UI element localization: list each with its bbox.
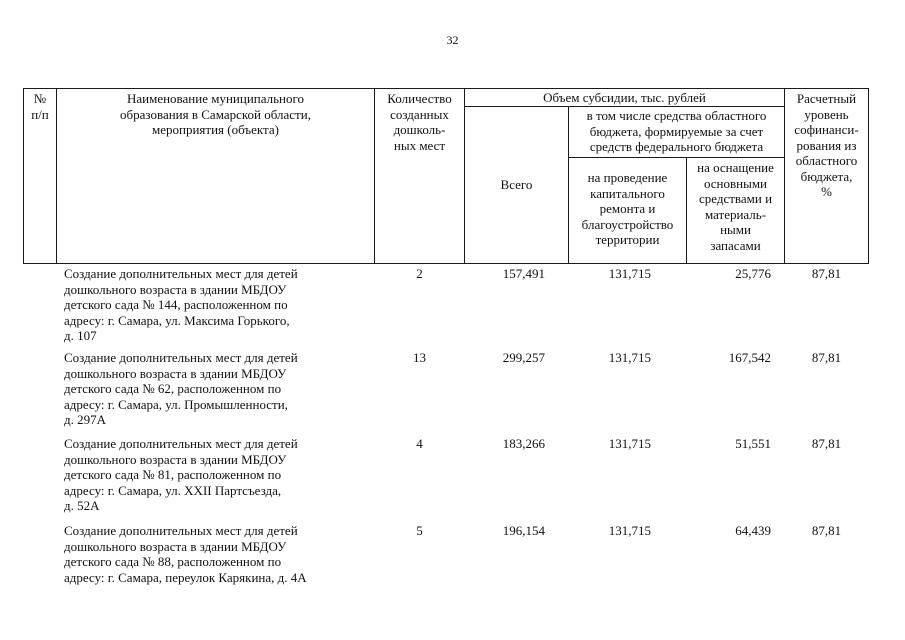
row-object-name: Создание дополнительных мест для детей дошкольного возраста в здании МБДОУ детского сада № 88, расположенном по адресу: г. Самара, переулок Карякина, д. 4А xyxy=(64,523,307,585)
row-repair: 131,715 xyxy=(608,523,651,538)
header-equipment: на оснащение основными средствами и материаль- ными запасами xyxy=(697,160,774,253)
row-places: 2 xyxy=(416,266,423,281)
row-rate: 87,81 xyxy=(811,523,842,538)
federal-group-divider xyxy=(568,157,784,158)
row-rate: 87,81 xyxy=(811,350,842,365)
col-divider-places xyxy=(464,88,465,264)
header-total: Всего xyxy=(500,177,533,192)
header-bottom-border xyxy=(23,263,869,264)
subsidy-group-divider xyxy=(464,106,784,107)
row-rate: 87,81 xyxy=(811,266,842,281)
header-places: Количество созданных дошколь- ных мест xyxy=(387,91,452,153)
row-total: 183,266 xyxy=(502,436,545,451)
header-subsidy-group: Объем субсидии, тыс. рублей xyxy=(543,90,706,105)
row-rate: 87,81 xyxy=(811,436,842,451)
header-repair: на проведение капитального ремонта и благоустройство территории xyxy=(581,170,674,247)
row-repair: 131,715 xyxy=(608,436,651,451)
row-equipment: 64,439 xyxy=(735,523,771,538)
row-equipment: 51,551 xyxy=(735,436,771,451)
row-places: 13 xyxy=(413,350,426,365)
row-object-name: Создание дополнительных мест для детей дошкольного возраста в здании МБДОУ детского сада № 144, расположенном по адресу: г. Самара, ул. Максима Горького, д. 107 xyxy=(64,266,298,344)
row-total: 299,257 xyxy=(502,350,545,365)
header-federal-group: в том числе средства областного бюджета, формируемые за счет средств федерального бюджета xyxy=(586,108,767,154)
row-equipment: 25,776 xyxy=(735,266,771,281)
table-right-border xyxy=(868,88,869,264)
header-rate: Расчетный уровень софинанси- рования из областного бюджета, % xyxy=(794,91,859,199)
header-num: № п/п xyxy=(31,91,49,122)
page-number: 32 xyxy=(446,33,459,47)
row-total: 196,154 xyxy=(502,523,545,538)
row-repair: 131,715 xyxy=(608,266,651,281)
header-name: Наименование муниципального образования в Самарской области, мероприятия (объекта) xyxy=(120,91,311,137)
row-equipment: 167,542 xyxy=(728,350,771,365)
row-total: 157,491 xyxy=(502,266,545,281)
row-object-name: Создание дополнительных мест для детей дошкольного возраста в здании МБДОУ детского сада № 62, расположенном по адресу: г. Самара, ул. Промышленности, д. 297А xyxy=(64,350,298,428)
row-places: 5 xyxy=(416,523,423,538)
row-object-name: Создание дополнительных мест для детей дошкольного возраста в здании МБДОУ детского сада № 81, расположенном по адресу: г. Самара, ул. XXII Партсъезда, д. 52А xyxy=(64,436,298,514)
row-places: 4 xyxy=(416,436,423,451)
row-repair: 131,715 xyxy=(608,350,651,365)
